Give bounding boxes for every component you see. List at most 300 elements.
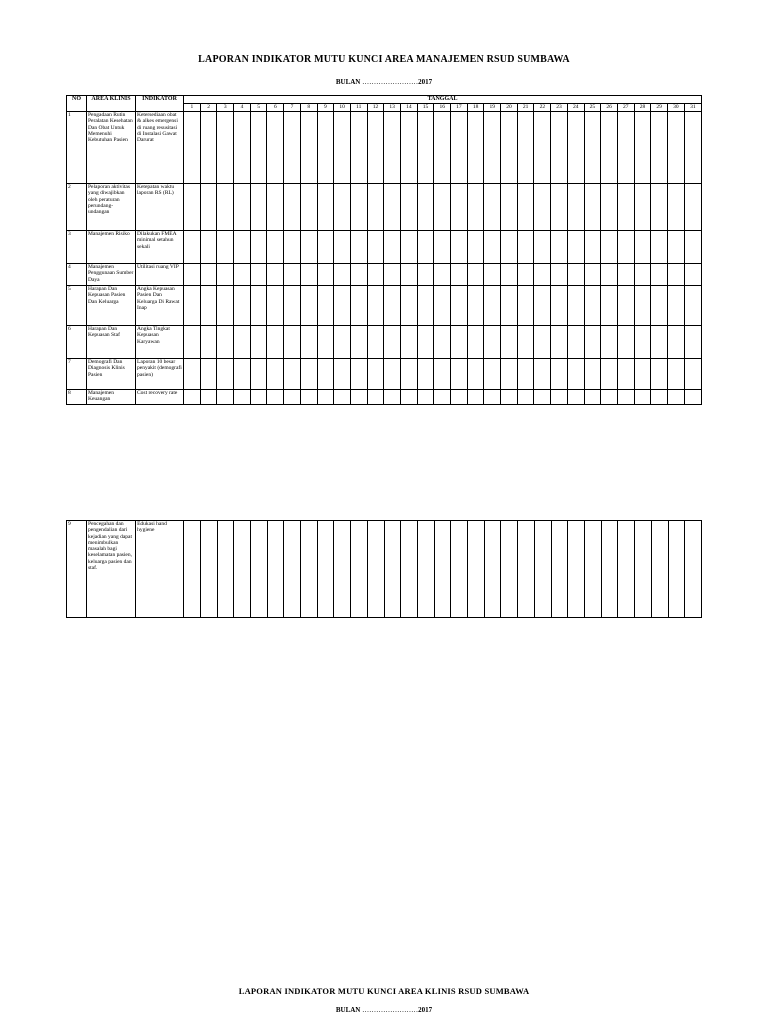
day-entry-cell[interactable] [451,286,468,326]
day-entry-cell[interactable] [635,521,652,618]
day-entry-cell[interactable] [417,286,434,326]
day-header-cell: 19 [484,104,501,112]
day-entry-cell[interactable] [618,521,635,618]
day-entry-cell[interactable] [301,521,318,618]
col-header-area: AREA KLINIS [87,96,136,112]
day-entry-cell[interactable] [234,231,251,264]
day-header-cell: 6 [267,104,284,112]
day-entry-cell[interactable] [267,326,284,359]
day-header-cell: 20 [501,104,518,112]
day-entry-cell[interactable] [250,390,267,405]
day-entry-cell[interactable] [617,112,634,184]
day-entry-cell[interactable] [217,184,234,231]
day-entry-cell[interactable] [434,359,451,390]
day-entry-cell[interactable] [567,286,584,326]
day-entry-cell[interactable] [617,231,634,264]
day-entry-cell[interactable] [617,326,634,359]
day-entry-cell[interactable] [567,390,584,405]
day-entry-cell[interactable] [184,231,201,264]
day-entry-cell[interactable] [284,359,301,390]
day-entry-cell[interactable] [367,184,384,231]
day-entry-cell[interactable] [334,184,351,231]
day-entry-cell[interactable] [467,264,484,286]
day-entry-cell[interactable] [334,390,351,405]
day-entry-cell[interactable] [217,112,234,184]
day-entry-cell[interactable] [667,112,684,184]
day-entry-cell[interactable] [284,184,301,231]
day-entry-cell[interactable] [384,326,401,359]
day-entry-cell[interactable] [217,521,234,618]
day-entry-cell[interactable] [501,286,518,326]
day-entry-cell[interactable] [567,112,584,184]
day-entry-cell[interactable] [667,326,684,359]
day-entry-cell[interactable] [634,184,651,231]
day-entry-cell[interactable] [350,184,367,231]
day-entry-cell[interactable] [451,264,468,286]
day-entry-cell[interactable] [284,112,301,184]
day-entry-cell[interactable] [284,264,301,286]
day-entry-cell[interactable] [367,231,384,264]
day-entry-cell[interactable] [350,390,367,405]
day-entry-cell[interactable] [350,326,367,359]
day-entry-cell[interactable] [451,521,468,618]
day-entry-cell[interactable] [617,184,634,231]
day-entry-cell[interactable] [217,264,234,286]
day-entry-cell[interactable] [400,286,417,326]
day-entry-cell[interactable] [334,326,351,359]
day-entry-cell[interactable] [501,184,518,231]
day-entry-cell[interactable] [300,184,317,231]
day-entry-cell[interactable] [551,521,568,618]
day-entry-cell[interactable] [434,264,451,286]
day-header-cell: 18 [467,104,484,112]
day-entry-cell[interactable] [484,264,501,286]
day-entry-cell[interactable] [434,231,451,264]
day-entry-cell[interactable] [517,112,534,184]
day-entry-cell[interactable] [434,286,451,326]
day-entry-cell[interactable] [634,359,651,390]
day-entry-cell[interactable] [684,231,701,264]
day-entry-cell[interactable] [300,326,317,359]
day-entry-cell[interactable] [367,326,384,359]
day-entry-cell[interactable] [468,521,485,618]
day-entry-cell[interactable] [400,264,417,286]
day-entry-cell[interactable] [317,184,334,231]
day-entry-cell[interactable] [317,326,334,359]
day-entry-cell[interactable] [484,326,501,359]
day-entry-cell[interactable] [667,390,684,405]
day-entry-cell[interactable] [200,326,217,359]
day-entry-cell[interactable] [334,359,351,390]
day-entry-cell[interactable] [267,184,284,231]
day-entry-cell[interactable] [317,231,334,264]
day-entry-cell[interactable] [534,231,551,264]
day-entry-cell[interactable] [234,184,251,231]
day-entry-cell[interactable] [284,326,301,359]
day-entry-cell[interactable] [484,359,501,390]
day-entry-cell[interactable] [634,112,651,184]
day-entry-cell[interactable] [350,112,367,184]
day-entry-cell[interactable] [651,521,668,618]
day-entry-cell[interactable] [367,521,384,618]
day-entry-cell[interactable] [551,184,568,231]
day-entry-cell[interactable] [451,390,468,405]
day-entry-cell[interactable] [400,231,417,264]
day-entry-cell[interactable] [267,112,284,184]
day-entry-cell[interactable] [267,286,284,326]
day-entry-cell[interactable] [184,264,201,286]
day-entry-cell[interactable] [267,390,284,405]
day-entry-cell[interactable] [534,264,551,286]
day-entry-cell[interactable] [200,231,217,264]
day-entry-cell[interactable] [300,390,317,405]
day-entry-cell[interactable] [400,326,417,359]
day-entry-cell[interactable] [334,264,351,286]
day-entry-cell[interactable] [667,184,684,231]
day-entry-cell[interactable] [417,326,434,359]
day-entry-cell[interactable] [601,326,618,359]
day-entry-cell[interactable] [350,286,367,326]
day-entry-cell[interactable] [184,326,201,359]
day-entry-cell[interactable] [317,390,334,405]
day-entry-cell[interactable] [451,231,468,264]
day-entry-cell[interactable] [567,359,584,390]
day-entry-cell[interactable] [634,326,651,359]
report-title-klinis: LAPORAN INDIKATOR MUTU KUNCI AREA KLINIS RSUD SUMBAWA [238,986,530,996]
day-entry-cell[interactable] [634,390,651,405]
day-entry-cell[interactable] [484,286,501,326]
day-entry-cell[interactable] [234,286,251,326]
day-entry-cell[interactable] [384,286,401,326]
report-title-manajemen: LAPORAN INDIKATOR MUTU KUNCI AREA MANAJEMEN RSUD SUMBAWA [198,54,570,65]
day-entry-cell[interactable] [484,521,501,618]
area-klinis-cell: Manajemen Risiko [87,231,136,264]
day-entry-cell[interactable] [250,112,267,184]
day-entry-cell[interactable] [317,264,334,286]
day-entry-cell[interactable] [284,231,301,264]
day-entry-cell[interactable] [217,231,234,264]
day-entry-cell[interactable] [518,521,535,618]
day-entry-cell[interactable] [451,326,468,359]
day-entry-cell[interactable] [517,359,534,390]
day-entry-cell[interactable] [667,359,684,390]
day-entry-cell[interactable] [184,286,201,326]
day-entry-cell[interactable] [685,521,702,618]
day-entry-cell[interactable] [551,264,568,286]
day-entry-cell[interactable] [467,359,484,390]
day-entry-cell[interactable] [667,231,684,264]
day-entry-cell[interactable] [200,264,217,286]
day-entry-cell[interactable] [534,286,551,326]
day-entry-cell[interactable] [601,286,618,326]
day-entry-cell[interactable] [567,264,584,286]
day-entry-cell[interactable] [451,184,468,231]
day-entry-cell[interactable] [501,264,518,286]
day-entry-cell[interactable] [250,286,267,326]
day-entry-cell[interactable] [384,184,401,231]
day-entry-cell[interactable] [634,286,651,326]
day-entry-cell[interactable] [367,359,384,390]
table-row [67,326,702,359]
day-entry-cell[interactable] [517,231,534,264]
day-entry-cell[interactable] [601,184,618,231]
day-entry-cell[interactable] [384,264,401,286]
day-entry-cell[interactable] [501,390,518,405]
day-entry-cell[interactable] [584,521,601,618]
day-entry-cell[interactable] [234,359,251,390]
day-entry-cell[interactable] [467,184,484,231]
day-entry-cell[interactable] [601,390,618,405]
day-entry-cell[interactable] [617,286,634,326]
day-entry-cell[interactable] [217,326,234,359]
day-entry-cell[interactable] [484,390,501,405]
day-entry-cell[interactable] [584,264,601,286]
day-entry-cell[interactable] [601,231,618,264]
day-entry-cell[interactable] [334,231,351,264]
day-entry-cell[interactable] [300,264,317,286]
day-entry-cell[interactable] [401,521,418,618]
day-entry-cell[interactable] [317,286,334,326]
day-entry-cell[interactable] [417,359,434,390]
day-entry-cell[interactable] [200,359,217,390]
day-entry-cell[interactable] [217,359,234,390]
day-entry-cell[interactable] [234,264,251,286]
day-entry-cell[interactable] [250,264,267,286]
day-entry-cell[interactable] [501,326,518,359]
day-entry-cell[interactable] [284,390,301,405]
day-entry-cell[interactable] [651,112,668,184]
day-entry-cell[interactable] [267,231,284,264]
day-entry-cell[interactable] [517,390,534,405]
day-entry-cell[interactable] [284,521,301,618]
day-entry-cell[interactable] [200,184,217,231]
day-entry-cell[interactable] [601,112,618,184]
day-entry-cell[interactable] [651,231,668,264]
day-entry-cell[interactable] [651,184,668,231]
day-entry-cell[interactable] [317,112,334,184]
day-entry-cell[interactable] [551,326,568,359]
day-entry-cell[interactable] [651,264,668,286]
day-entry-cell[interactable] [367,390,384,405]
day-entry-cell[interactable] [417,184,434,231]
day-entry-cell[interactable] [467,112,484,184]
day-entry-cell[interactable] [517,286,534,326]
day-entry-cell[interactable] [584,184,601,231]
day-entry-cell[interactable] [184,521,201,618]
day-entry-cell[interactable] [584,390,601,405]
day-entry-cell[interactable] [234,390,251,405]
day-entry-cell[interactable] [534,112,551,184]
day-header-cell: 22 [534,104,551,112]
day-entry-cell[interactable] [351,521,368,618]
day-entry-cell[interactable] [451,359,468,390]
day-entry-cell[interactable] [501,112,518,184]
day-entry-cell[interactable] [417,231,434,264]
day-entry-cell[interactable] [484,184,501,231]
day-entry-cell[interactable] [634,264,651,286]
day-entry-cell[interactable] [400,184,417,231]
day-entry-cell[interactable] [200,286,217,326]
day-entry-cell[interactable] [434,112,451,184]
bulan2-dots: …………………… [360,1006,419,1014]
day-entry-cell[interactable] [567,326,584,359]
day-entry-cell[interactable] [417,521,434,618]
day-entry-cell[interactable] [384,231,401,264]
day-entry-cell[interactable] [434,184,451,231]
area-klinis-cell: Manajemen Keuangan [87,390,136,405]
day-entry-cell[interactable] [184,184,201,231]
day-entry-cell[interactable] [350,264,367,286]
day-entry-cell[interactable] [651,326,668,359]
day-entry-cell[interactable] [200,390,217,405]
day-entry-cell[interactable] [400,390,417,405]
day-entry-cell[interactable] [467,326,484,359]
day-entry-cell[interactable] [551,359,568,390]
day-entry-cell[interactable] [501,359,518,390]
day-entry-cell[interactable] [467,390,484,405]
day-entry-cell[interactable] [350,231,367,264]
day-entry-cell[interactable] [184,390,201,405]
day-entry-cell[interactable] [617,390,634,405]
day-entry-cell[interactable] [267,521,284,618]
day-entry-cell[interactable] [284,286,301,326]
day-header-cell: 13 [384,104,401,112]
day-entry-cell[interactable] [234,521,251,618]
bulan-dots: …………………… [360,78,419,86]
day-entry-cell[interactable] [651,286,668,326]
day-entry-cell[interactable] [384,521,401,618]
day-entry-cell[interactable] [584,359,601,390]
day-entry-cell[interactable] [250,326,267,359]
day-entry-cell[interactable] [668,521,685,618]
day-entry-cell[interactable] [334,286,351,326]
day-entry-cell[interactable] [568,521,585,618]
day-entry-cell[interactable] [317,359,334,390]
day-entry-cell[interactable] [417,264,434,286]
day-entry-cell[interactable] [367,264,384,286]
day-entry-cell[interactable] [250,521,267,618]
day-entry-cell[interactable] [534,521,551,618]
day-entry-cell[interactable] [684,390,701,405]
day-entry-cell[interactable] [601,521,618,618]
day-entry-cell[interactable] [617,264,634,286]
day-entry-cell[interactable] [567,184,584,231]
day-entry-cell[interactable] [300,231,317,264]
day-entry-cell[interactable] [667,264,684,286]
day-entry-cell[interactable] [584,286,601,326]
day-entry-cell[interactable] [250,359,267,390]
day-entry-cell[interactable] [417,390,434,405]
day-entry-cell[interactable] [384,112,401,184]
day-entry-cell[interactable] [400,112,417,184]
day-entry-cell[interactable] [667,286,684,326]
day-entry-cell[interactable] [234,112,251,184]
day-entry-cell[interactable] [567,231,584,264]
day-entry-cell[interactable] [300,286,317,326]
day-entry-cell[interactable] [651,390,668,405]
day-entry-cell[interactable] [517,264,534,286]
report-year: 2017 [418,78,433,86]
day-entry-cell[interactable] [684,359,701,390]
day-entry-cell[interactable] [684,286,701,326]
day-entry-cell[interactable] [400,359,417,390]
day-entry-cell[interactable] [534,359,551,390]
day-entry-cell[interactable] [651,359,668,390]
day-entry-cell[interactable] [250,231,267,264]
day-entry-cell[interactable] [367,286,384,326]
day-entry-cell[interactable] [234,326,251,359]
day-entry-cell[interactable] [551,286,568,326]
indikator-cell: Angka Tingkat Kepuasan Karyawan [136,326,184,359]
day-entry-cell[interactable] [384,390,401,405]
day-entry-cell[interactable] [484,231,501,264]
day-entry-cell[interactable] [384,359,401,390]
area-klinis-cell: Pencegahan dan pengendalian dari kejadian yang dapat menimbulkan masalah bagi keselamatan pasien, keluarga pasien dan staf. [87,521,136,618]
day-entry-cell[interactable] [334,521,351,618]
day-entry-cell[interactable] [617,359,634,390]
day-entry-cell[interactable] [217,286,234,326]
day-entry-cell[interactable] [350,359,367,390]
day-entry-cell[interactable] [267,264,284,286]
day-entry-cell[interactable] [434,390,451,405]
day-entry-cell[interactable] [484,112,501,184]
day-entry-cell[interactable] [467,286,484,326]
day-entry-cell[interactable] [684,112,701,184]
day-entry-cell[interactable] [517,184,534,231]
day-entry-cell[interactable] [534,390,551,405]
day-entry-cell[interactable] [551,231,568,264]
day-entry-cell[interactable] [200,112,217,184]
indikator-table-pencegahan [66,520,702,618]
day-entry-cell[interactable] [451,112,468,184]
day-entry-cell[interactable] [267,359,284,390]
day-entry-cell[interactable] [467,231,484,264]
day-entry-cell[interactable] [584,112,601,184]
day-entry-cell[interactable] [684,326,701,359]
day-entry-cell[interactable] [501,231,518,264]
day-entry-cell[interactable] [601,264,618,286]
day-entry-cell[interactable] [184,359,201,390]
day-entry-cell[interactable] [584,231,601,264]
day-entry-cell[interactable] [417,112,434,184]
day-entry-cell[interactable] [250,184,267,231]
day-entry-cell[interactable] [601,359,618,390]
day-entry-cell[interactable] [334,112,351,184]
day-entry-cell[interactable] [501,521,518,618]
table-row [67,359,702,390]
day-entry-cell[interactable] [684,264,701,286]
day-entry-cell[interactable] [184,112,201,184]
day-entry-cell[interactable] [300,359,317,390]
indikator-cell: Dilakukan FMEA minimal setahun sekali [136,231,184,264]
day-entry-cell[interactable] [200,521,217,618]
day-entry-cell[interactable] [634,231,651,264]
day-entry-cell[interactable] [434,326,451,359]
day-entry-cell[interactable] [534,184,551,231]
indikator-cell: Angka Kepuasan Pasien Dan Keluarga Di Rawat Inap [136,286,184,326]
day-entry-cell[interactable] [517,326,534,359]
day-entry-cell[interactable] [534,326,551,359]
day-entry-cell[interactable] [551,112,568,184]
day-entry-cell[interactable] [551,390,568,405]
day-entry-cell[interactable] [367,112,384,184]
day-entry-cell[interactable] [584,326,601,359]
day-entry-cell[interactable] [434,521,451,618]
day-entry-cell[interactable] [684,184,701,231]
day-entry-cell[interactable] [300,112,317,184]
day-entry-cell[interactable] [317,521,334,618]
day-entry-cell[interactable] [217,390,234,405]
